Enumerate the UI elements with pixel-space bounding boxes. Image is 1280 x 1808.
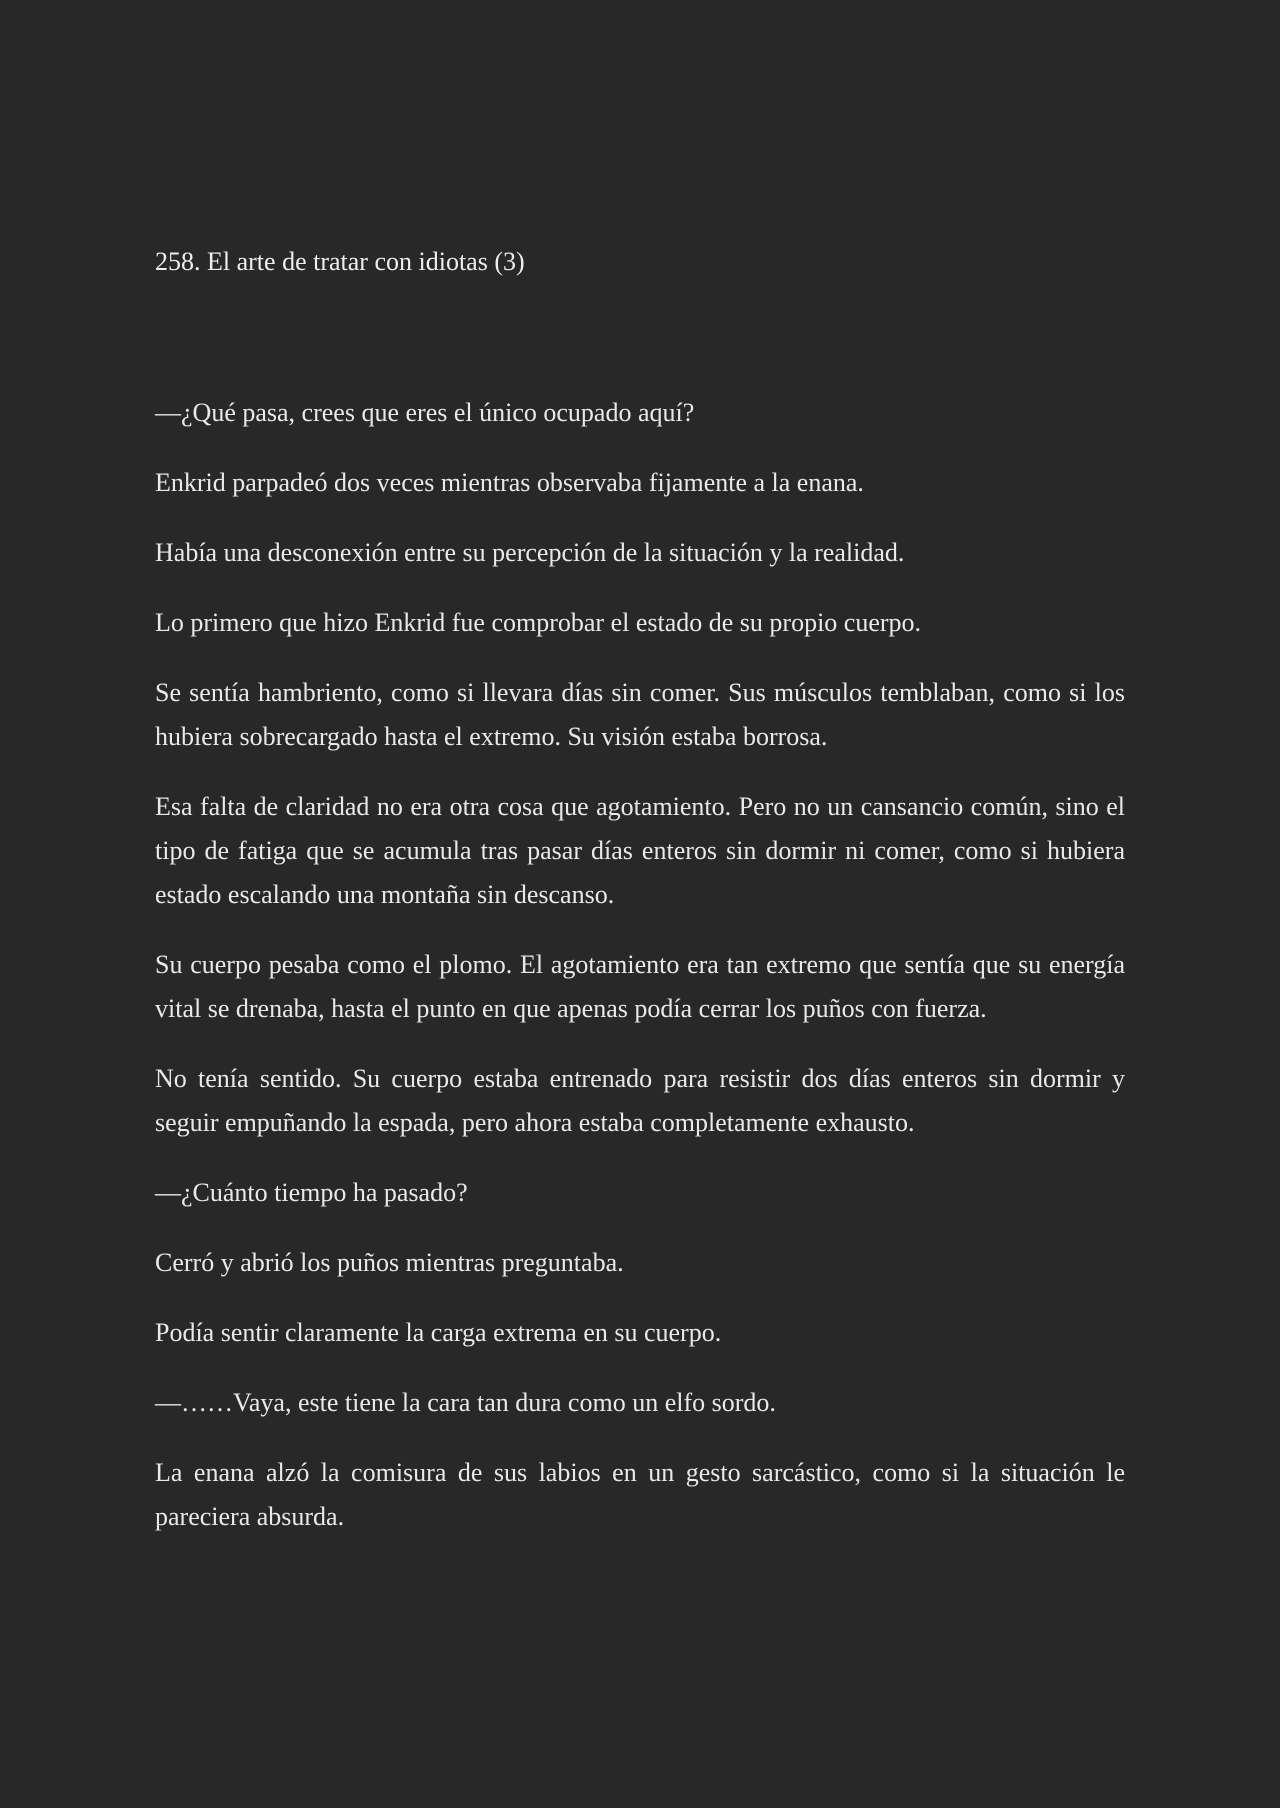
- paragraph: Esa falta de claridad no era otra cosa que agotamiento. Pero no un cansancio común, sino el tipo de fatiga que se acumula tras pasar días enteros sin dormir ni comer, como si hubiera estado escalando una montaña sin descanso.: [155, 792, 1125, 909]
- paragraph: —……Vaya, este tiene la cara tan dura como un elfo sordo.: [155, 1388, 776, 1417]
- paragraph: Su cuerpo pesaba como el plomo. El agotamiento era tan extremo que sentía que su energía vital se drenaba, hasta el punto en que apenas podía cerrar los puños con fuerza.: [155, 950, 1125, 1023]
- paragraph: —¿Qué pasa, crees que eres el único ocupado aquí?: [155, 398, 695, 427]
- chapter-title: 258. El arte de tratar con idiotas (3): [155, 247, 525, 276]
- paragraph: No tenía sentido. Su cuerpo estaba entrenado para resistir dos días enteros sin dormir y seguir empuñando la espada, pero ahora estaba completamente exhausto.: [155, 1064, 1125, 1137]
- paragraph: Enkrid parpadeó dos veces mientras observaba fijamente a la enana.: [155, 468, 864, 497]
- paragraph: Podía sentir claramente la carga extrema en su cuerpo.: [155, 1318, 722, 1347]
- chapter-content: [155, 391, 1125, 1539]
- paragraph: —¿Cuánto tiempo ha pasado?: [155, 1178, 468, 1207]
- paragraph: Había una desconexión entre su percepción de la situación y la realidad.: [155, 538, 905, 567]
- paragraph: Lo primero que hizo Enkrid fue comprobar el estado de su propio cuerpo.: [155, 608, 922, 637]
- paragraph: Se sentía hambriento, como si llevara días sin comer. Sus músculos temblaban, como si los hubiera sobrecargado hasta el extremo. Su visión estaba borrosa.: [155, 678, 1125, 751]
- paragraph: Cerró y abrió los puños mientras preguntaba.: [155, 1248, 624, 1277]
- paragraph: La enana alzó la comisura de sus labios en un gesto sarcástico, como si la situación le pareciera absurda.: [155, 1458, 1125, 1531]
